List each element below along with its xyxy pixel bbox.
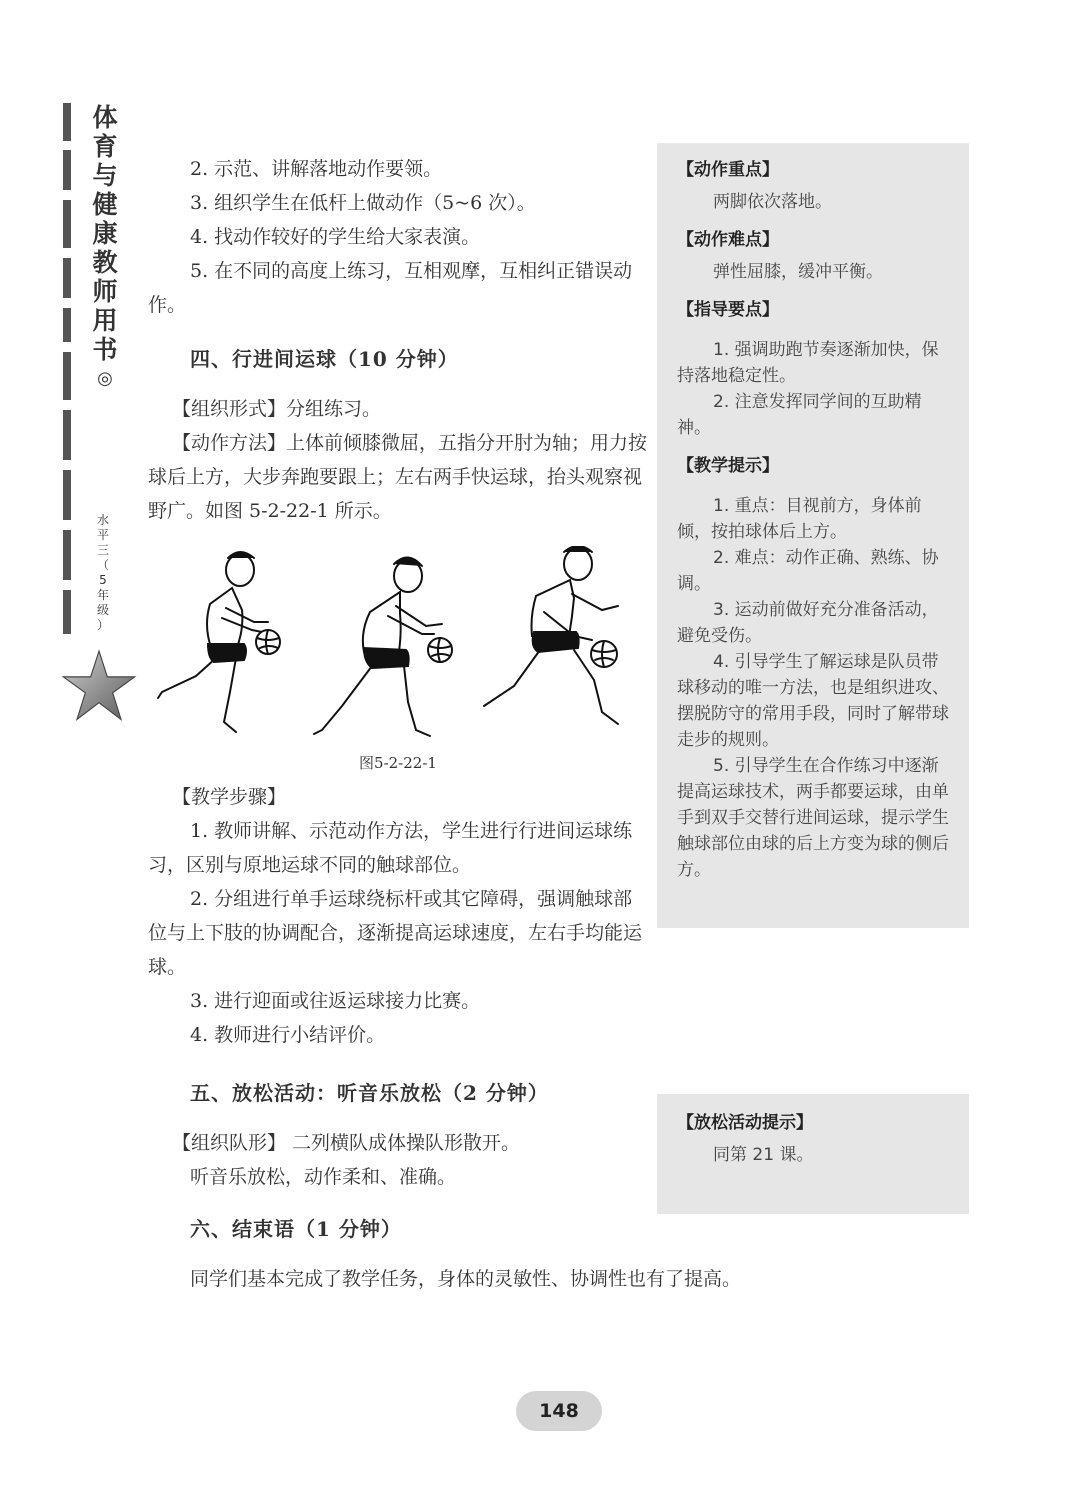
guidance-item: 2. 注意发挥同学间的互助精神。 bbox=[677, 392, 922, 438]
figure-caption: 图5-2-22-1 bbox=[359, 754, 437, 772]
teaching-step: 2. 分组进行单手运球绕标杆或其它障碍，强调触球部位与上下肢的协调配合，逐渐提高运球速度，左右手均能运球。 bbox=[148, 888, 643, 978]
section-heading-closing: 六、结束语（1 分钟） bbox=[190, 1217, 402, 1241]
section-heading-relax: 五、放松活动：听音乐放松（2 分钟） bbox=[190, 1081, 549, 1105]
side-bar bbox=[63, 530, 71, 580]
dribbling-illustration bbox=[148, 546, 648, 746]
key-points-label: 【动作重点】 bbox=[677, 160, 779, 180]
dribbling-figures-image bbox=[148, 546, 648, 746]
star-icon bbox=[61, 648, 137, 724]
step-item: 4. 找动作较好的学生给大家表演。 bbox=[190, 226, 481, 248]
relax-tips-label: 【放松活动提示】 bbox=[677, 1113, 813, 1133]
side-bar bbox=[63, 470, 71, 520]
teaching-step: 3. 进行迎面或往返运球接力比赛。 bbox=[190, 990, 481, 1012]
side-bar bbox=[63, 352, 71, 400]
teaching-tip: 1. 重点：目视前方，身体前倾，按拍球体后上方。 bbox=[677, 496, 922, 542]
section-heading-dribbling: 四、行进间运球（10 分钟） bbox=[190, 347, 459, 371]
teaching-tip: 2. 难点：动作正确、熟练、协调。 bbox=[677, 548, 939, 594]
difficulty-text: 弹性屈膝，缓冲平衡。 bbox=[713, 262, 883, 282]
closing-text: 同学们基本完成了教学任务，身体的灵敏性、协调性也有了提高。 bbox=[190, 1268, 742, 1290]
player-figure bbox=[314, 557, 452, 736]
tips-panel bbox=[657, 143, 969, 928]
side-bar bbox=[63, 410, 71, 460]
teaching-tip: 5. 引导学生在合作练习中逐渐提高运球技术，两手都要运球，由单手到双手交替行进间运球，提示学生触球部位由球的后上方变为球的侧后方。 bbox=[677, 756, 949, 880]
key-points-text: 两脚依次落地。 bbox=[713, 192, 832, 212]
step-item: 2. 示范、讲解落地动作要领。 bbox=[190, 158, 443, 180]
side-bar bbox=[63, 200, 71, 248]
guidance-item: 1. 强调助跑节奏逐渐加快，保持落地稳定性。 bbox=[677, 340, 939, 386]
organization-form: 【组织形式】分组练习。 bbox=[172, 398, 382, 420]
grade-level-vertical: 水 平 三 （ 5 年 级 ） bbox=[96, 513, 109, 632]
difficulty-label: 【动作难点】 bbox=[677, 230, 779, 250]
book-title-vertical: 体 育 与 健 康 教 师 用 书 ◎ bbox=[92, 103, 118, 389]
side-bar bbox=[63, 308, 71, 342]
teaching-step: 4. 教师进行小结评价。 bbox=[190, 1024, 386, 1046]
step-item: 3. 组织学生在低杆上做动作（5~6 次）。 bbox=[190, 192, 536, 214]
teaching-tips-label: 【教学提示】 bbox=[677, 456, 779, 476]
teaching-step: 1. 教师讲解、示范动作方法，学生进行行进间运球练习，区别与原地运球不同的触球部位。 bbox=[148, 820, 633, 876]
side-bar bbox=[63, 150, 71, 190]
side-bar bbox=[63, 103, 71, 141]
teaching-tip: 4. 引导学生了解运球是队员带球移动的唯一方法，也是组织进攻、摆脱防守的常用手段，同时了解带球走步的规则。 bbox=[677, 652, 949, 750]
step-item: 5. 在不同的高度上练习，互相观摩，互相纠正错误动作。 bbox=[148, 260, 633, 316]
organization-formation: 【组织队形】 二列横队成体操队形散开。 bbox=[172, 1132, 521, 1154]
action-method: 【动作方法】上体前倾膝微屈，五指分开肘为轴；用力按球后上方，大步奔跑要跟上；左右两手快运球，抬头观察视野广。如图 5-2-22-1 所示。 bbox=[148, 432, 648, 522]
side-bar bbox=[63, 258, 71, 298]
teaching-tip: 3. 运动前做好充分准备活动，避免受伤。 bbox=[677, 600, 939, 646]
relax-tips-text: 同第 21 课。 bbox=[713, 1145, 814, 1165]
player-figure bbox=[158, 552, 280, 732]
teaching-steps-label: 【教学步骤】 bbox=[172, 786, 287, 808]
page-number: 148 bbox=[516, 1391, 602, 1431]
guidance-label: 【指导要点】 bbox=[677, 300, 779, 320]
side-bar bbox=[63, 590, 71, 634]
relax-text: 听音乐放松，动作柔和、准确。 bbox=[190, 1166, 457, 1188]
relax-tips-panel bbox=[657, 1094, 969, 1214]
player-figure bbox=[484, 546, 618, 724]
